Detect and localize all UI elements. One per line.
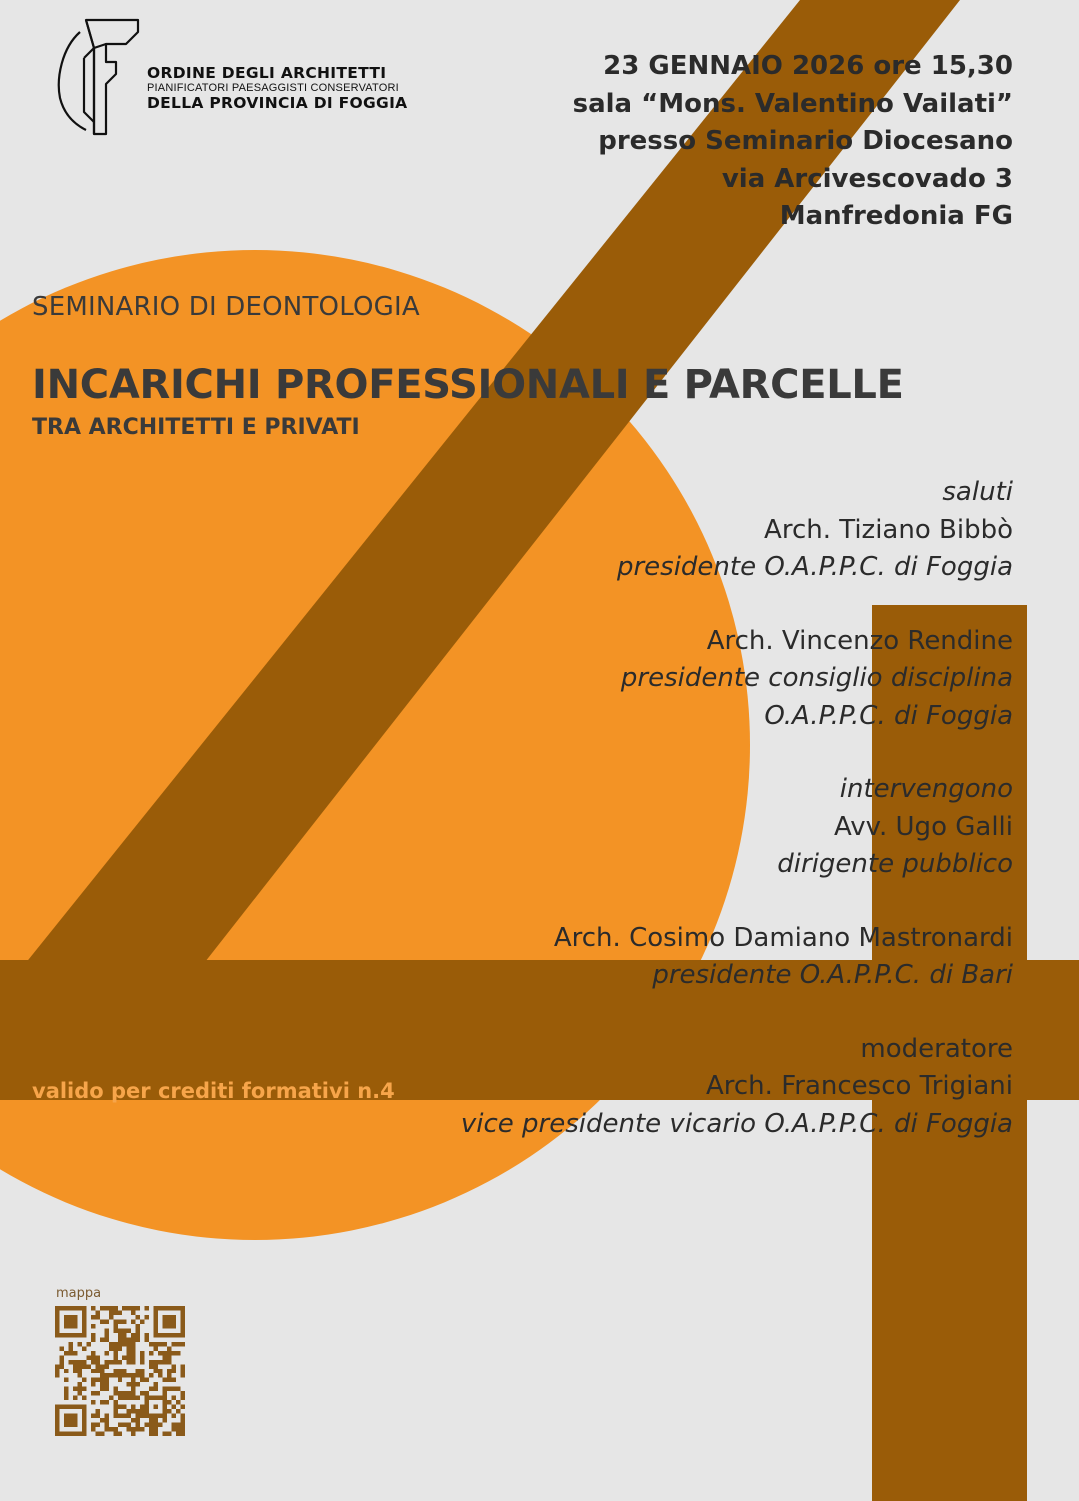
event-street: via Arcivescovado 3: [721, 163, 1013, 194]
saluti-label: saluti: [942, 477, 1013, 507]
event-city: Manfredonia FG: [779, 201, 1013, 231]
logo-line-1: ORDINE DEGLI ARCHITETTI: [147, 64, 387, 82]
speaker-role: dirigente pubblico: [777, 849, 1013, 879]
moderator-label: moderatore: [860, 1033, 1013, 1064]
architects-order-logo: [54, 18, 414, 138]
seminar-subtitle: TRA ARCHITETTI E PRIVATI: [32, 415, 360, 440]
speaker-name: Arch. Cosimo Damiano Mastronardi: [553, 922, 1013, 953]
map-label: mappa: [56, 1286, 102, 1301]
moderator-name: Arch. Francesco Trigiani: [705, 1071, 1013, 1101]
spacer: [461, 884, 1013, 920]
speaker-name: Arch. Tiziano Bibbò: [764, 514, 1013, 545]
speaker-name: Avv. Ugo Galli: [833, 811, 1013, 842]
speaker-role: O.A.P.P.C. di Foggia: [764, 700, 1013, 731]
event-room: sala “Mons. Valentino Vailati”: [572, 88, 1013, 119]
moderator-role: vice presidente vicario O.A.P.P.C. di Foggia: [460, 1108, 1013, 1139]
spacer: [461, 995, 1013, 1031]
speaker-role: presidente consiglio disciplina: [620, 663, 1013, 693]
program: [461, 474, 1013, 1143]
qr-code-icon[interactable]: [55, 1306, 185, 1436]
spacer: [461, 735, 1013, 771]
event-info: [573, 48, 1013, 236]
speaker-role: presidente O.A.P.P.C. di Bari: [652, 960, 1013, 990]
logo-line-3: DELLA PROVINCIA DI FOGGIA: [147, 94, 408, 112]
event-venue: presso Seminario Diocesano: [598, 126, 1013, 156]
seminar-kicker: SEMINARIO DI DEONTOLOGIA: [32, 292, 420, 322]
architects-order-logo-icon: [54, 18, 144, 136]
spacer: [461, 587, 1013, 623]
speaker-name: Arch. Vincenzo Rendine: [706, 625, 1013, 656]
logo-line-2: PIANIFICATORI PAESAGGISTI CONSERVATORI: [147, 82, 399, 94]
seminar-title: INCARICHI PROFESSIONALI E PARCELLE: [32, 362, 904, 408]
event-date: 23 GENNAIO 2026 ore 15,30: [603, 51, 1013, 81]
intervengono-label: intervengono: [839, 774, 1013, 804]
logo-wordmark: [147, 64, 407, 112]
credits-note: valido per crediti formativi n.4: [32, 1079, 395, 1103]
speaker-role: presidente O.A.P.P.C. di Foggia: [616, 552, 1013, 582]
